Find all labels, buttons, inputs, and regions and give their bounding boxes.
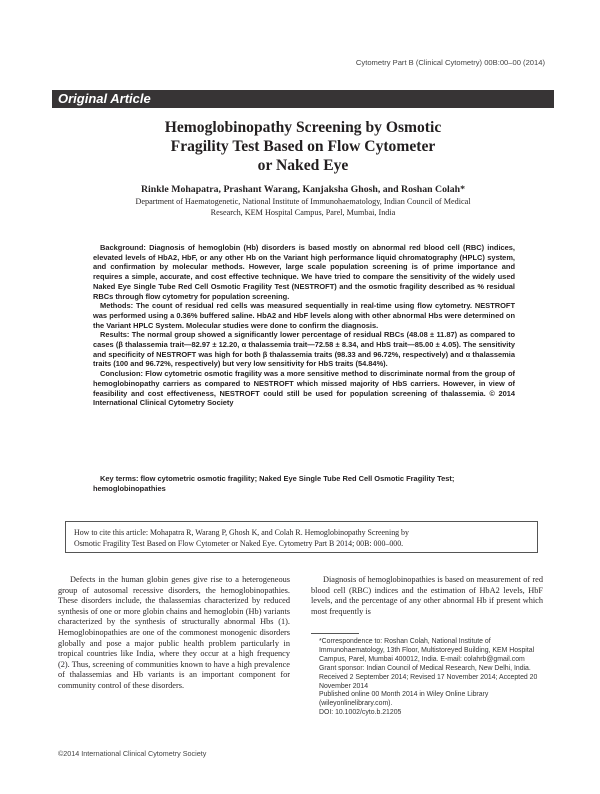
footnote-rule	[311, 633, 359, 634]
author-list: Rinkle Mohapatra, Prashant Warang, Kanjaksha Ghosh, and Roshan Colah*	[140, 184, 465, 195]
abstract	[93, 243, 515, 408]
background-text: Diagnosis of hemoglobin (Hb) disorders is based mostly on abnormal red blood cell (RBC) indices, elevated levels of HbA2, HbF, or any other Hb on the Variant high performance liquid chromatography (HPLC) system, and confirmation by molecular methods. However, large scale population screening is of prime importance and requires a simple, accurate, and cost effective technique. We have tried to compare the sensitivity of the widely used Naked Eye Single Tube Red Cell Osmotic Fragility Test (NESTROFT) and the osmotic fragility described as % residual RBCs through flow cytometry for population screening.	[93, 243, 515, 301]
article-type-label: Original Article	[58, 91, 151, 106]
abstract-methods	[93, 301, 515, 330]
doi-note: DOI: 10.1002/cyto.b.21205	[319, 709, 402, 717]
footnotes	[311, 638, 543, 718]
results-text: The normal group showed a significantly lower percentage of residual RBCs (48.08 ± 11.87) as compared to cases (β thalassemia trait—82.97 ± 12.20, α thalassemia trait—72.58 ± 8.34, and HbS trait—85.00 ± 4.05). The sensitivity and specificity of NESTROFT was high for both β thalassemia traits (98.33 and 96.72%, respectively) and α thalassemia traits (100 and 96.72%, respectively) but very low sensitivity for HbS traits (54.84%).	[93, 330, 515, 369]
citation-line-1: How to cite this article: Mohapatra R, Warang P, Ghosh K, and Colah R. Hemoglobinopathy Screening by	[74, 528, 409, 537]
title-line-2: Fragility Test Based on Flow Cytometer	[170, 138, 436, 155]
received-note: Received 2 September 2014; Revised 17 November 2014; Accepted 20 November 2014	[319, 673, 538, 690]
results-label: Results:	[100, 330, 130, 340]
methods-text: The count of residual red cells was measured sequentially in real-time using flow cytometry. NESTROFT was performed using a 0.36% buffered saline. HbA2 and HbF levels along with other abnormal Hbs were determined on the Variant HPLC System. Molecular studies were done to confirm the diagnosis.	[93, 301, 515, 330]
background-label: Background:	[100, 243, 146, 252]
title-line-1: Hemoglobinopathy Screening by Osmotic	[164, 119, 442, 136]
article-title	[52, 118, 554, 175]
body-paragraph: Diagnosis of hemoglobinopathies is based on measurement of red blood cell (RBC) indices and the estimation of HbA2 levels, HbF levels, and the percentage of any other abnormal Hb if present which most frequently is	[311, 575, 543, 616]
title-line-3: or Naked Eye	[257, 157, 349, 174]
abstract-conclusion	[93, 369, 515, 408]
conclusion-label: Conclusion:	[100, 369, 143, 379]
body-column-left	[58, 575, 290, 692]
conclusion-text: Flow cytometric osmotic fragility was a more sensitive method to discriminate normal from the group of hemoglobinopathy carriers as compared to NESTROFT which missed majority of HbS carriers. However, in view of feasibility and cost effectiveness, NESTROFT could still be used for population screening of thalassemia.	[93, 369, 515, 398]
affiliation-line-1: Department of Haematogenetic, National Institute of Immunohaematology, Indian Council of Medical	[135, 197, 471, 206]
body-paragraph: Defects in the human globin genes give rise to a heterogeneous group of autosomal recessive disorders, the hemoglobinopathies. These disorders include, the thalassemias characterized by reduced synthesis of one or more globin chains and hemoglobin (Hb) variants characterized by the synthesis of structurally abnormal Hbs (1). Hemoglobinopathies are one of the commonest monogenic disorders globally and pose a major public health problem particularly in tropical countries like India, where they occur at a high frequency (2). Thus, screening of communities known to have a high prevalence of thalassemias and Hb variants is an important component for community control of these disorders.	[58, 575, 290, 690]
key-terms: Key terms: flow cytometric osmotic fragility; Naked Eye Single Tube Red Cell Osmotic Fragility Test; hemoglobinopathies	[93, 474, 455, 493]
citation-line-2: Osmotic Fragility Test Based on Flow Cytometer or Naked Eye. Cytometry Part B 2014; 00B: 000–000.	[74, 539, 404, 548]
body-column-right	[311, 575, 543, 617]
affiliation	[120, 197, 486, 218]
published-note: Published online 00 Month 2014 in Wiley Online Library (wileyonlinelibrary.com).	[319, 691, 489, 708]
correspondence-note: *Correspondence to: Roshan Colah, National Institute of Immunohaematology, 13th Floor, Multistoreyed Building, KEM Hospital Campus, Parel, Mumbai 400012, India. E-mail: colahrb@gmail.com	[319, 638, 535, 663]
running-head: Cytometry Part B (Clinical Cytometry) 00B:00–00 (2014)	[355, 58, 545, 67]
methods-label: Methods:	[100, 301, 134, 311]
page-footer: ©2014 International Clinical Cytometry Society	[58, 749, 207, 758]
article-type-banner	[52, 90, 554, 108]
abstract-copyright: © 2014 International Clinical Cytometry Society	[93, 388, 515, 408]
affiliation-line-2: Research, KEM Hospital Campus, Parel, Mumbai, India	[210, 207, 396, 217]
grant-note: Grant sponsor: Indian Council of Medical Research, New Delhi, India.	[319, 664, 531, 672]
abstract-background	[93, 243, 515, 301]
citation-box	[65, 521, 538, 553]
abstract-results	[93, 330, 515, 369]
